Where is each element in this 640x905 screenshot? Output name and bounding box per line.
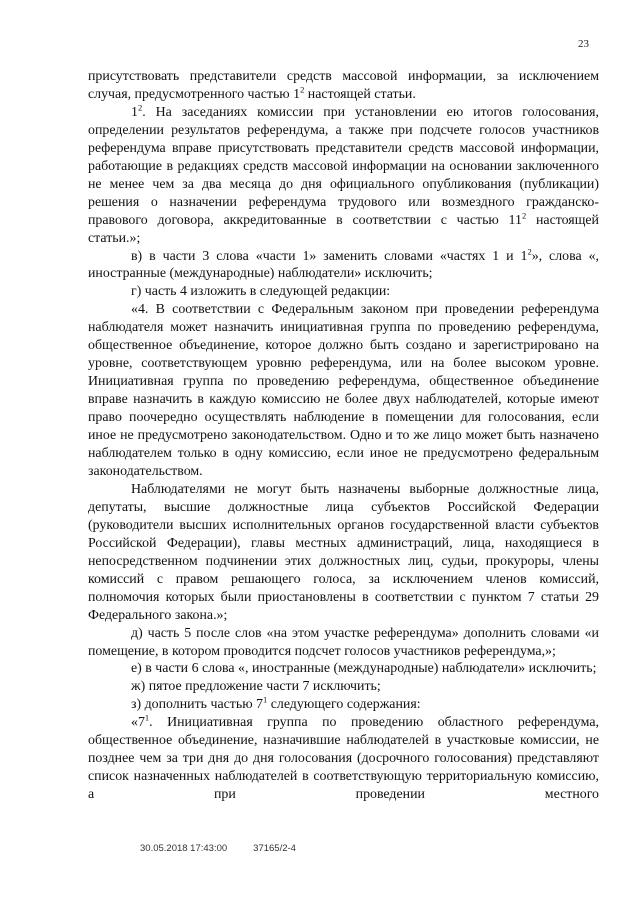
paragraph (88, 625, 599, 661)
text-run: настоящей статьи.»; (88, 212, 599, 246)
superscript: 2 (300, 84, 305, 95)
footer-timestamp: 30.05.2018 17:43:00 (140, 843, 228, 854)
paragraph (88, 68, 599, 104)
text-run: ж) пятое предложение части 7 исключить; (131, 679, 381, 695)
paragraph (88, 696, 599, 714)
text-run: . Инициативная группа по проведению областного референдума, общественное объединение, назначившие наблюдателей в участковые комиссии, не позднее чем за три дня до дня голосования (досрочного голосования) представляют список назначенных наблюдателей в соответствующую территориальную комиссию, а при проведении местного (88, 715, 599, 803)
superscript: 2 (527, 245, 532, 256)
page-footer (140, 843, 296, 854)
paragraph (88, 714, 599, 804)
footer-doc-code: 37165/2-4 (253, 843, 296, 854)
page-number: 23 (578, 38, 589, 50)
text-run: Наблюдателями не могут быть назначены выборные должностные лица, депутаты, высшие должностные лица субъектов Российской Федерации (руководители высших исполнительных органов государственной власти субъектов Российской Федерации), главы местных администраций, лица, находящиеся в непосредственном подчинении этих должностных лиц, судьи, прокуроры, члены комиссий с правом решающего голоса, за исключением членов комиссий, полномочия которых были приостановлены в соответствии с пунктом 7 статьи 29 Федерального закона.»; (88, 481, 599, 623)
body-text (88, 68, 599, 804)
text-run: «4. В соответствии с Федеральным законом при проведении референдума наблюдателя может назначить инициативная группа по проведению референдума, общественное объединение, которое должно быть создано и зарегистрировано на уровне, соответствующем уровню референдума, или на более высоком уровне. Инициативная группа по проведению референдума, общественное объединение вправе назначить в каждую комиссию не более двух наблюдателей, которые имеют право поочередно осуществлять наблюдение в помещении для голосования, если иное не предусмотрено законодательством. Одно и то же лицо может быть назначено наблюдателем только в одну комиссию, если иное не предусмотрено федеральным законодательством. (88, 302, 599, 479)
superscript: 2 (137, 102, 143, 113)
paragraph (88, 660, 599, 678)
text-run: следующего содержания: (267, 697, 421, 713)
text-run: «7 (131, 715, 145, 731)
text-run: присутствовать представители средств массовой информации, за исключением случая, предусмотренного частью 1 (88, 69, 599, 102)
text-run: е) в части 6 слова «, иностранные (международные) наблюдатели» исключить; (131, 661, 597, 677)
text-run: в) в части 3 слова «части 1» заменить словами «частях 1 и 1 (131, 248, 528, 264)
text-run: настоящей статьи. (304, 86, 416, 102)
text-run: . На заседаниях комиссии при установлении ею итогов голосования, определении результатов референдума, а также при подсчете голосов участников референдума вправе присутствовать представители средств массовой информации, работающие в редакциях средств массовой информации на основании заключенного не менее чем за два месяца до дня официального опубликования (публикации) решения о назначении референдума трудового или возмездного гражданско-правового договора, аккредитованные в соответствии с частью 11 (88, 104, 599, 228)
paragraph (88, 245, 599, 284)
superscript: 1 (144, 712, 150, 723)
paragraph (88, 301, 599, 481)
text-run: д) часть 5 после слов «на этом участке референдума» дополнить словами «и помещение, в котором проводится подсчет голосов участников референдума,»; (88, 625, 599, 659)
text-run: », слова «, иностранные (международные) наблюдатели» исключить; (88, 248, 599, 282)
text-run: г) часть 4 изложить в следующей редакции: (131, 284, 391, 300)
paragraph (88, 104, 599, 248)
paragraph (88, 678, 599, 696)
text-run: 1 (131, 104, 138, 120)
paragraph (88, 481, 599, 625)
paragraph (88, 283, 599, 301)
text-run: з) дополнить частью 7 (131, 697, 263, 713)
superscript: 2 (521, 210, 527, 220)
superscript: 1 (263, 694, 268, 705)
